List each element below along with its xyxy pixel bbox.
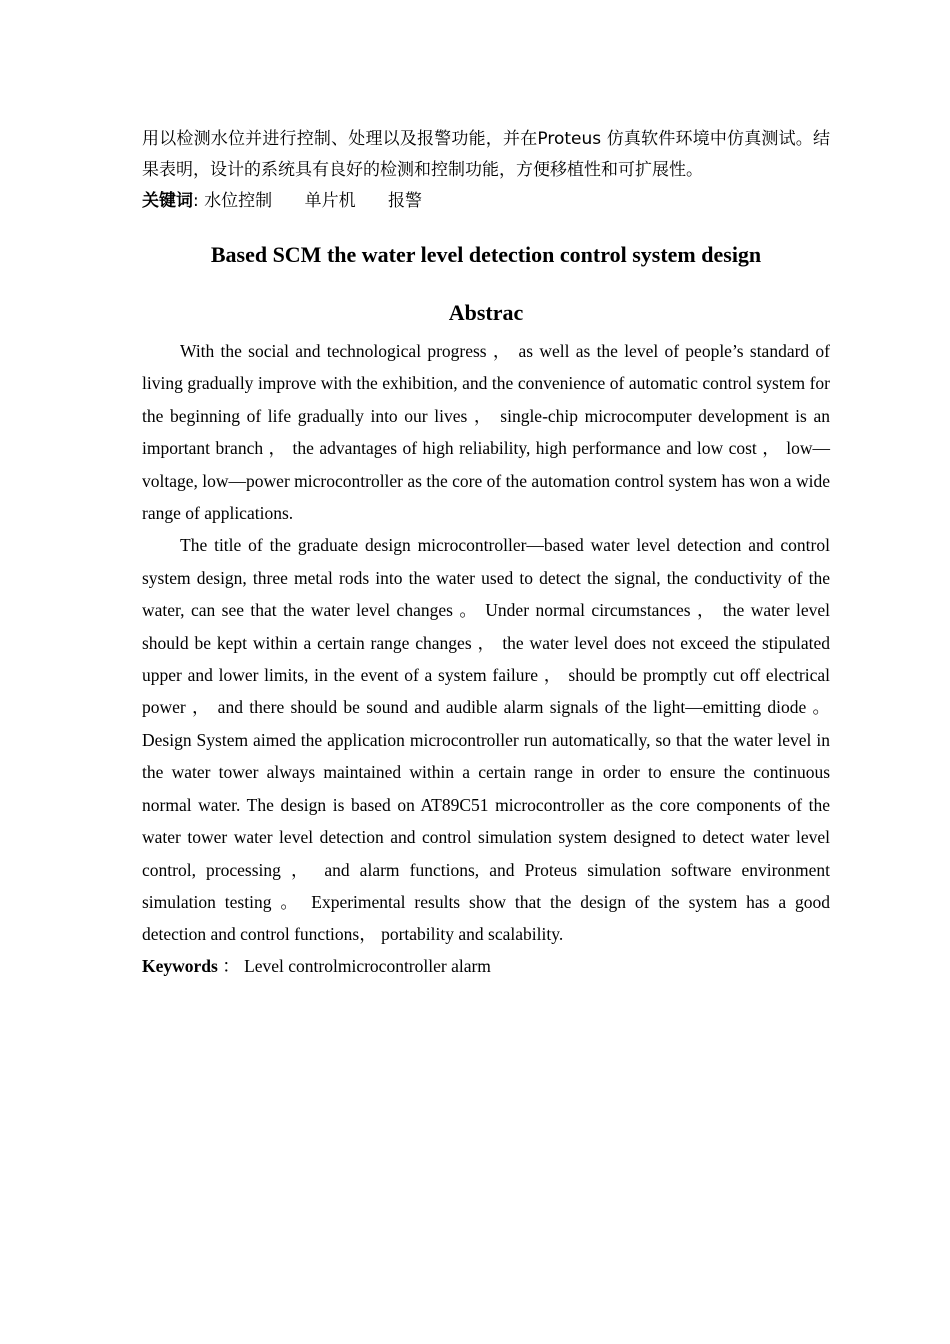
english-keywords-line [142, 951, 830, 981]
english-keywords-label: Keywords [142, 955, 218, 976]
english-keywords-value: Level controlmicrocontroller alarm [244, 955, 491, 976]
chinese-keyword: 单片机 [304, 191, 356, 211]
chinese-keywords-line [142, 186, 830, 217]
english-abstract-heading: Abstrac [448, 300, 524, 325]
english-keywords-separator: ： [217, 955, 240, 976]
chinese-keywords-label: 关键词 [142, 191, 193, 211]
chinese-abstract-tail: 用以检测水位并进行控制、处理以及报警功能，并在Proteus 仿真软件环境中仿真测试。结果表明，设计的系统具有良好的检测和控制功能，方便移植性和可扩展性。 [142, 129, 830, 180]
chinese-keyword: 水位控制 [204, 191, 273, 211]
english-title: Based SCM the water level detection control system design [210, 242, 762, 267]
english-abstract-paragraph: The title of the graduate design microcontroller—based water level detection and control system design, three metal rods into the water used to detect the signal, the conductivity of the water, can see that the water level changes 。 Under normal circumstances ， the water level should be kept within a certain range changes ， the water level does not exceed the stipulated upper and lower limits, in the event of a system failure ， should be promptly cut off electrical power ， and there should be sound and audible alarm signals of the light—emitting diode 。 Design System aimed the application microcontroller run automatically, so that the water level in the water tower always maintained within a certain range in order to ensure the continuous normal water. The design is based on AT89C51 microcontroller as the core components of the water tower water level detection and control simulation system designed to detect water level control, processing ， and alarm functions, and Proteus simulation software environment simulation testing 。 Experimental results show that the design of the system has a good detection and control functions， portability and scalability. [142, 535, 830, 945]
english-abstract-paragraph: With the social and technological progress ， as well as the level of people’s standard of living gradually improve with the exhibition, and the convenience of automatic control system for the beginning of life gradually into our lives ， single-chip microcomputer development is an important branch ， the advantages of high reliability, high performance and low cost ， low—voltage, low—power microcontroller as the core of the automation control system has won a wide range of applications. [142, 341, 830, 524]
document-page [142, 124, 830, 981]
chinese-keyword: 报警 [388, 191, 423, 211]
chinese-keywords-separator: : [193, 191, 205, 211]
